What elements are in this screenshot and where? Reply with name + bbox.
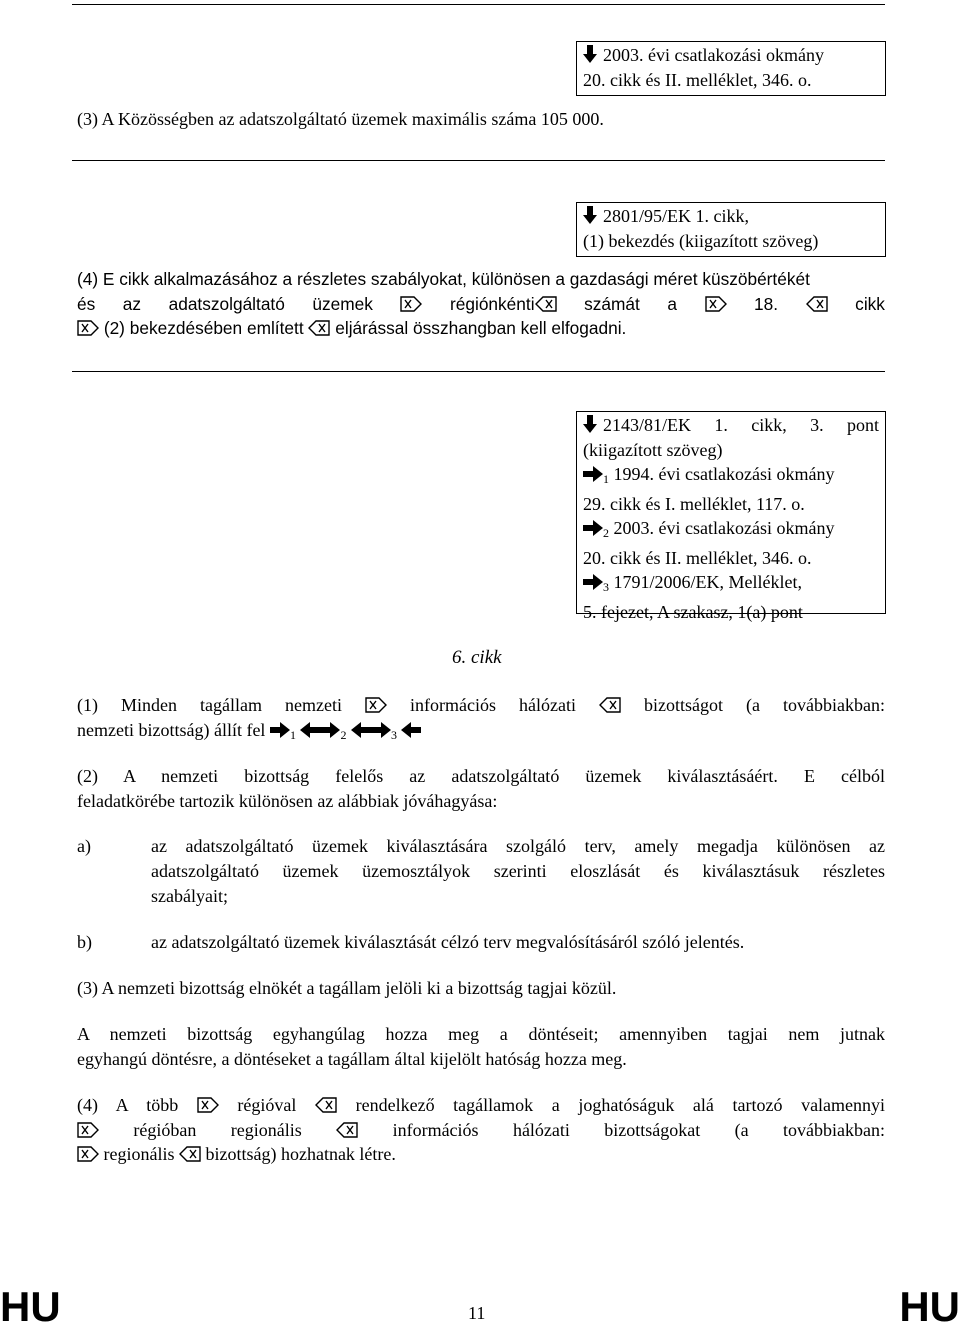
- separator-rule: [72, 160, 885, 161]
- insert-start-icon: [365, 697, 387, 713]
- insert-start-icon: [705, 296, 727, 312]
- down-arrow-icon: [583, 415, 597, 433]
- marker-2-line: $_2$ 2003. évi csatlakozási okmány: [583, 516, 879, 546]
- reference-line: 20. cikk és II. melléklet, 346. o.: [583, 70, 812, 90]
- reference-line: 5. fejezet, A szakasz, 1(a) pont: [583, 601, 803, 622]
- article-paragraph-3: (3) A nemzeti bizottság elnökét a tagállam jelöli ki a bizottság tagjai közül.: [77, 978, 617, 998]
- paragraph-4-line-1: (4) E cikk alkalmazásához a részletes szabályokat, különösen a gazdasági méret küszöbértékét: [77, 269, 810, 289]
- reference-box-3: [576, 411, 886, 622]
- left-arrow-icon: [351, 722, 371, 738]
- insert-end-icon: [308, 320, 330, 336]
- left-arrow-icon: [300, 722, 320, 738]
- reference-line: 2143/81/EK 1. cikk, 3. pont: [583, 413, 879, 438]
- paragraph-4-line-2: és az adatszolgáltató üzemek régiónkénti számát a 18. cikk: [77, 294, 885, 314]
- article-paragraph-3b-line-2: egyhangú döntésre, a döntéseket a tagállam által kijelölt hatóság hozza meg.: [77, 1049, 627, 1069]
- reference-line: 29. cikk és I. melléklet, 117. o.: [583, 493, 805, 514]
- reference-box-2: [576, 202, 886, 257]
- marker-3-line: $_3$ 1791/2006/EK, Melléklet,: [583, 570, 879, 600]
- article-paragraph-1-line-1: (1) Minden tagállam nemzeti információs hálózati bizottságot (a továbbiakban:: [77, 695, 885, 715]
- right-arrow-icon: [320, 722, 340, 738]
- right-arrow-icon: [270, 722, 290, 738]
- reference-line: 2003. évi csatlakozási okmány: [583, 43, 879, 68]
- item-b-label: b): [77, 932, 92, 952]
- down-arrow-icon: [583, 45, 597, 63]
- article-paragraph-2-line-1: (2) A nemzeti bizottság felelős az adatszolgáltató üzemek kiválasztásáért. E célból: [77, 766, 885, 786]
- article-paragraph-4-line-1: (4) A több régióval rendelkező tagállamok a joghatóságuk alá tartozó valamennyi: [77, 1095, 886, 1115]
- down-arrow-icon: [583, 206, 597, 224]
- reference-line: (1) bekezdés (kiigazított szöveg): [583, 231, 819, 251]
- insert-start-icon: [400, 296, 422, 312]
- paragraph-4-line-3: (2) bekezdésében említett eljárással összhangban kell elfogadni.: [77, 316, 885, 340]
- item-a-label: a): [77, 836, 91, 856]
- marker-1-line: $_1$ 1994. évi csatlakozási okmány: [583, 462, 879, 492]
- insert-end-icon: [599, 697, 621, 713]
- insert-start-icon: [77, 1146, 99, 1162]
- footer-language-left: HU: [0, 1283, 61, 1330]
- insert-start-icon: [197, 1097, 219, 1113]
- right-arrow-icon: [583, 574, 603, 590]
- insert-end-icon: [179, 1146, 201, 1162]
- paragraph-3: (3) A Közösségben az adatszolgáltató üzemek maximális száma 105 000.: [77, 109, 604, 129]
- left-arrow-icon: [401, 722, 421, 738]
- reference-box-1: [576, 41, 886, 96]
- insert-end-icon: [806, 296, 828, 312]
- article-title: 6. cikk: [452, 647, 502, 668]
- item-b-text: az adatszolgáltató üzemek kiválasztását célzó terv megvalósításáról szóló jelentés.: [151, 932, 745, 952]
- footer-language-right: HU: [899, 1283, 960, 1330]
- article-paragraph-1-line-2: nemzeti bizottság) állít fel $_1$ $_2$ $_3$: [77, 718, 885, 747]
- insert-start-icon: [77, 1122, 99, 1138]
- article-paragraph-4-line-2: régióban regionális információs hálózati bizottságokat (a továbbiakban:: [77, 1118, 885, 1142]
- top-rule: [72, 4, 885, 5]
- insert-start-icon: [77, 320, 99, 336]
- right-arrow-icon: [583, 520, 603, 536]
- insert-end-icon: [315, 1097, 337, 1113]
- right-arrow-icon: [583, 466, 603, 482]
- insert-end-icon: [535, 296, 557, 312]
- separator-rule: [72, 371, 885, 372]
- article-paragraph-3b-line-1: A nemzeti bizottság egyhangúlag hozza meg a döntéseit; amennyiben tagjai nem jutnak: [77, 1024, 885, 1044]
- item-a-text: az adatszolgáltató üzemek kiválasztására szolgáló terv, amely megadja különösen az adatszolgáltató üzemek üzemosztályok szerinti eloszlását és kiválasztásuk részletes szabályait;: [151, 836, 885, 906]
- reference-line: (kiigazított szöveg): [583, 439, 723, 460]
- reference-line: 2801/95/EK 1. cikk,: [583, 204, 879, 229]
- right-arrow-icon: [371, 722, 391, 738]
- article-paragraph-4-line-3: regionális bizottság) hozhatnak létre.: [77, 1142, 885, 1166]
- page-number: 11: [468, 1303, 486, 1323]
- reference-line: 20. cikk és II. melléklet, 346. o.: [583, 547, 812, 568]
- insert-end-icon: [336, 1122, 358, 1138]
- article-paragraph-2-line-2: feladatkörébe tartozik különösen az alábbiak jóváhagyása:: [77, 791, 498, 811]
